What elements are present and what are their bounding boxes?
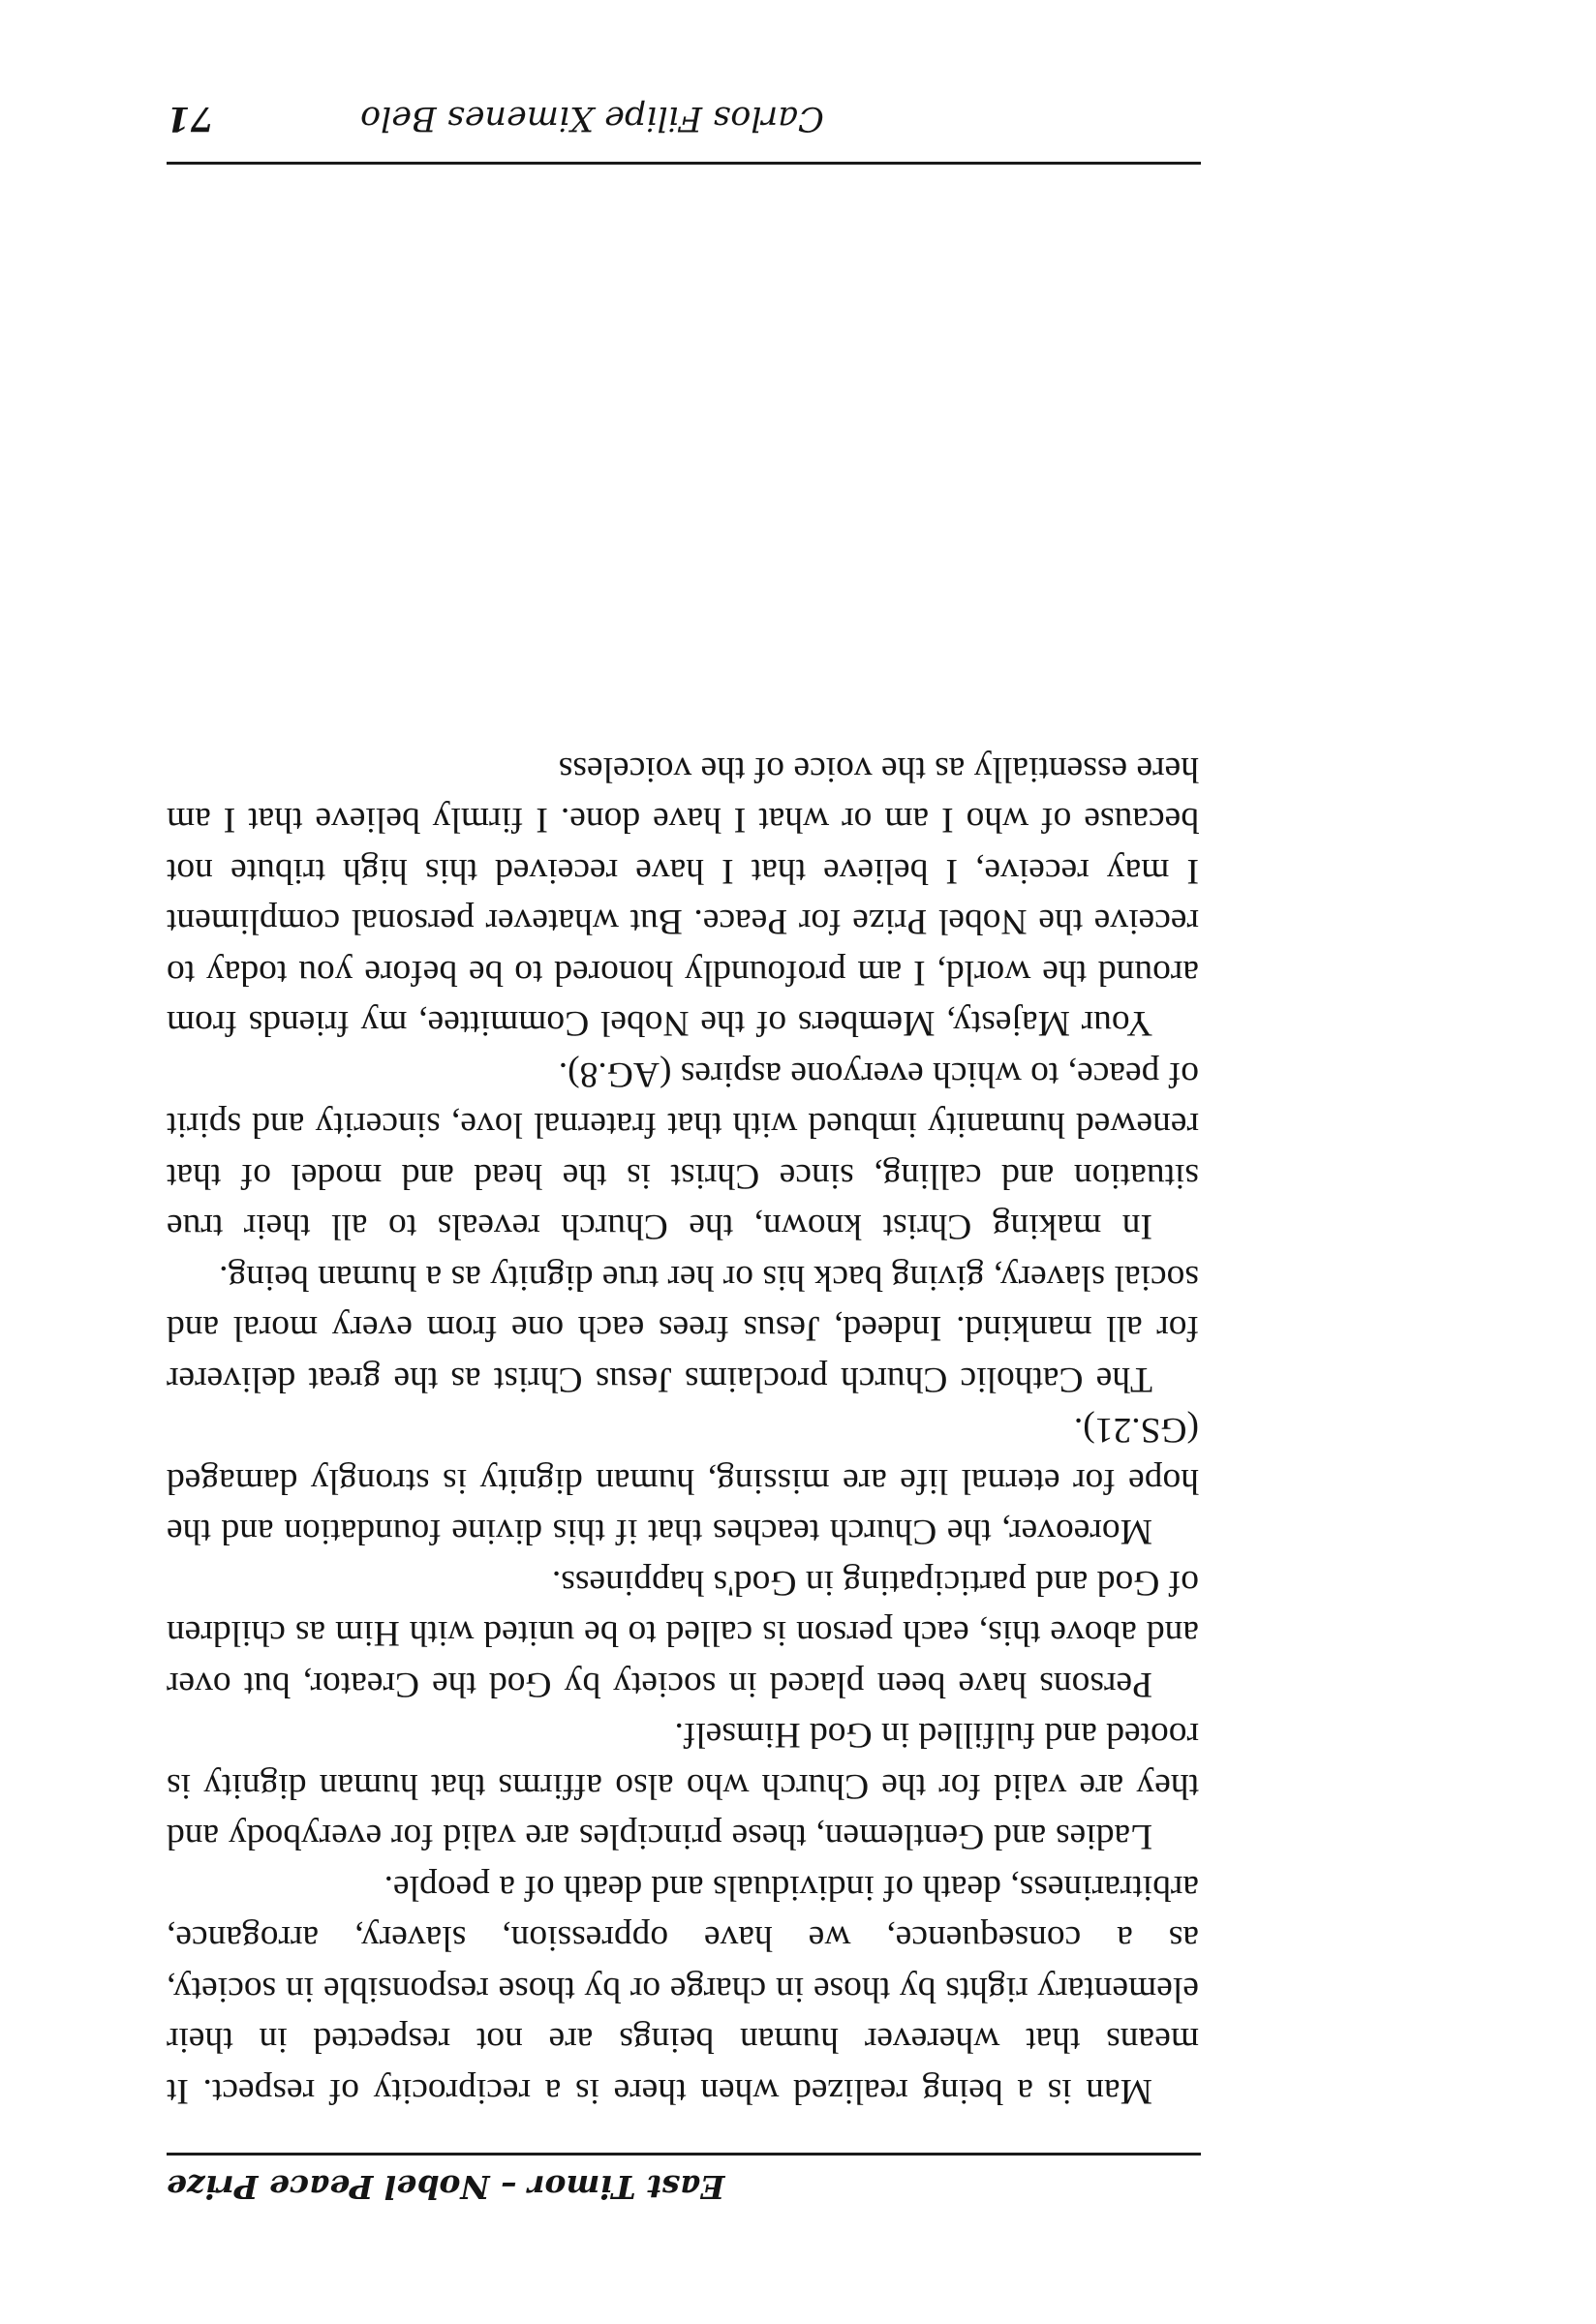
header-rule [167, 2153, 1201, 2156]
body-text [167, 744, 1199, 2117]
paragraph: Persons have been placed in society by God the Creator, but over and above this, each person is called to be united with Him as children of God and participating in God's happiness. [167, 1563, 1199, 1704]
paragraph: Man is a being realized when there is a reciprocity of respect. It means that wherever human beings are not respected in their elementary rights by those in charge or by those responsible in society, as a consequence, we have oppression, slavery, arrogance, arbitrariness, death of individuals and death of a people. [167, 1868, 1199, 2111]
paragraph: Ladies and Gentlemen, these principles are valid for everybody and they are valid for the Church who also affirms that human dignity is rooted and fulfilled in God Himself. [167, 1715, 1199, 1857]
paragraph: Your Majesty, Members of the Nobel Committee, my friends from around the world, I am profoundly honored to be before you today to receive the Nobel Prize for Peace. But whatever personal compliment I may receive, I believe that I have received this high tribute not because of who I am or what I have done. I firmly believe that I am here essentially as the voice of the voiceless [167, 749, 1199, 1044]
page-number: 71 [167, 99, 214, 138]
running-header [167, 2161, 1201, 2212]
paragraph: The Catholic Church proclaims Jesus Christ as the great deliverer for all mankind. Indeed, Jesus frees each one from every moral and social slavery, giving back his or her true dignity as a human being. [167, 1258, 1199, 1399]
running-footer [167, 93, 1201, 143]
footer-rule [167, 162, 1201, 165]
running-header-title: East Timor – Nobel Peace Prize [167, 2168, 725, 2206]
footer-author: Carlos Filipe Ximenes Belo [360, 99, 824, 138]
paragraph: Moreover, the Church teaches that if this divine foundation and the hope for eternal life are missing, human dignity is strongly damaged (GS.21). [167, 1410, 1199, 1552]
paragraph: In making Christ known, the Church reveals to all their true situation and calling, since Christ is the head and model of that renewed humanity imbued with that fraternal love, sincerity and spirit of peace, to which everyone aspires (AG.8). [167, 1055, 1199, 1247]
